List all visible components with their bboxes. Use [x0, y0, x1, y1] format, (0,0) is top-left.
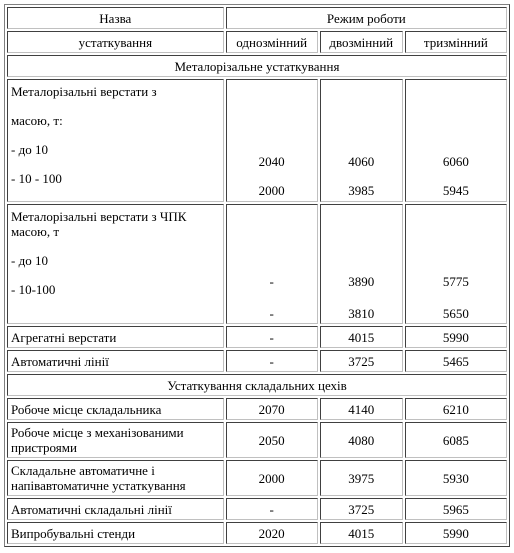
- cell-shift3: 6085: [405, 422, 507, 458]
- cell-shift1: -: [226, 350, 318, 372]
- value: -: [269, 274, 274, 289]
- row-name: Робоче місце складальника: [7, 398, 224, 420]
- value: 2040: [258, 154, 285, 169]
- header-mode: Режим роботи: [226, 7, 507, 29]
- cell-shift2: 3975: [320, 460, 403, 496]
- row-name-line: - 10 - 100: [11, 171, 62, 186]
- row-name-cell: [7, 79, 224, 202]
- row-name: Агрегатні верстати: [7, 326, 224, 348]
- row-name-line: масою, т: [11, 224, 60, 239]
- header-row-1: [7, 7, 507, 29]
- cell-shift2: 4015: [320, 522, 403, 544]
- cell-shift3: [405, 204, 507, 324]
- cell-shift1: [226, 204, 318, 324]
- table-row: [7, 422, 507, 458]
- cell-shift2: 4015: [320, 326, 403, 348]
- row-name: Складальне автоматичне і напівавтоматичне устаткування: [7, 460, 224, 496]
- row-name: Автоматичні лінії: [7, 350, 224, 372]
- header-shift2: двозмінний: [320, 31, 403, 53]
- value: 6060: [442, 154, 469, 169]
- value: 2000: [258, 183, 285, 198]
- value: 5650: [442, 306, 469, 321]
- table-row: [7, 522, 507, 544]
- row-name-line: - до 10: [11, 253, 48, 268]
- row-name-line: масою, т:: [11, 113, 63, 128]
- cell-shift2: [320, 79, 403, 202]
- cell-shift3: 5965: [405, 498, 507, 520]
- header-shift1: однозмінний: [226, 31, 318, 53]
- row-name: Випробувальні стенди: [7, 522, 224, 544]
- row-name-cell: [7, 204, 224, 324]
- cell-shift2: 3725: [320, 350, 403, 372]
- cell-shift3: 5930: [405, 460, 507, 496]
- cell-shift1: 2000: [226, 460, 318, 496]
- row-name-line: - 10-100: [11, 282, 56, 297]
- value: 3890: [348, 274, 375, 289]
- row-name: Автоматичні складальні лінії: [7, 498, 224, 520]
- table-row: [7, 460, 507, 496]
- cell-shift2: 4140: [320, 398, 403, 420]
- value: 3985: [348, 183, 375, 198]
- row-name: Робоче місце з механізованими пристроями: [7, 422, 224, 458]
- cell-shift1: 2070: [226, 398, 318, 420]
- value: -: [269, 306, 274, 321]
- value: 5945: [442, 183, 469, 198]
- value: 3810: [348, 306, 375, 321]
- header-name-bottom: устаткування: [7, 31, 224, 53]
- cell-shift3: 6210: [405, 398, 507, 420]
- table-row: [7, 350, 507, 372]
- table-row: [7, 326, 507, 348]
- section-assembly: Устаткування складальних цехів: [7, 374, 507, 396]
- cell-shift2: [320, 204, 403, 324]
- cell-shift1: 2020: [226, 522, 318, 544]
- cell-shift3: [405, 79, 507, 202]
- row-name-line: - до 10: [11, 142, 48, 157]
- cell-shift1: 2050: [226, 422, 318, 458]
- cell-shift1: -: [226, 498, 318, 520]
- cell-shift2: 3725: [320, 498, 403, 520]
- cell-shift3: 5990: [405, 522, 507, 544]
- cell-shift3: 5465: [405, 350, 507, 372]
- section-row-metal: [7, 55, 507, 77]
- header-row-2: [7, 31, 507, 53]
- work-mode-table: [4, 4, 510, 547]
- header-name-top: Назва: [7, 7, 224, 29]
- cell-shift2: 4080: [320, 422, 403, 458]
- cell-shift1: [226, 79, 318, 202]
- section-metal: Металорізальне устаткування: [7, 55, 507, 77]
- table-row: [7, 498, 507, 520]
- row-name-line: Металорізальні верстати з ЧПК: [11, 209, 187, 224]
- row-name-line: Металорізальні верстати з: [11, 84, 157, 99]
- value: 5775: [442, 274, 469, 289]
- section-row-assembly: [7, 374, 507, 396]
- cell-shift3: 5990: [405, 326, 507, 348]
- table-row-cnc-machines: [7, 204, 507, 324]
- table-row-metal-machines: [7, 79, 507, 202]
- cell-shift1: -: [226, 326, 318, 348]
- value: 4060: [348, 154, 375, 169]
- table-row: [7, 398, 507, 420]
- header-shift3: тризмінний: [405, 31, 507, 53]
